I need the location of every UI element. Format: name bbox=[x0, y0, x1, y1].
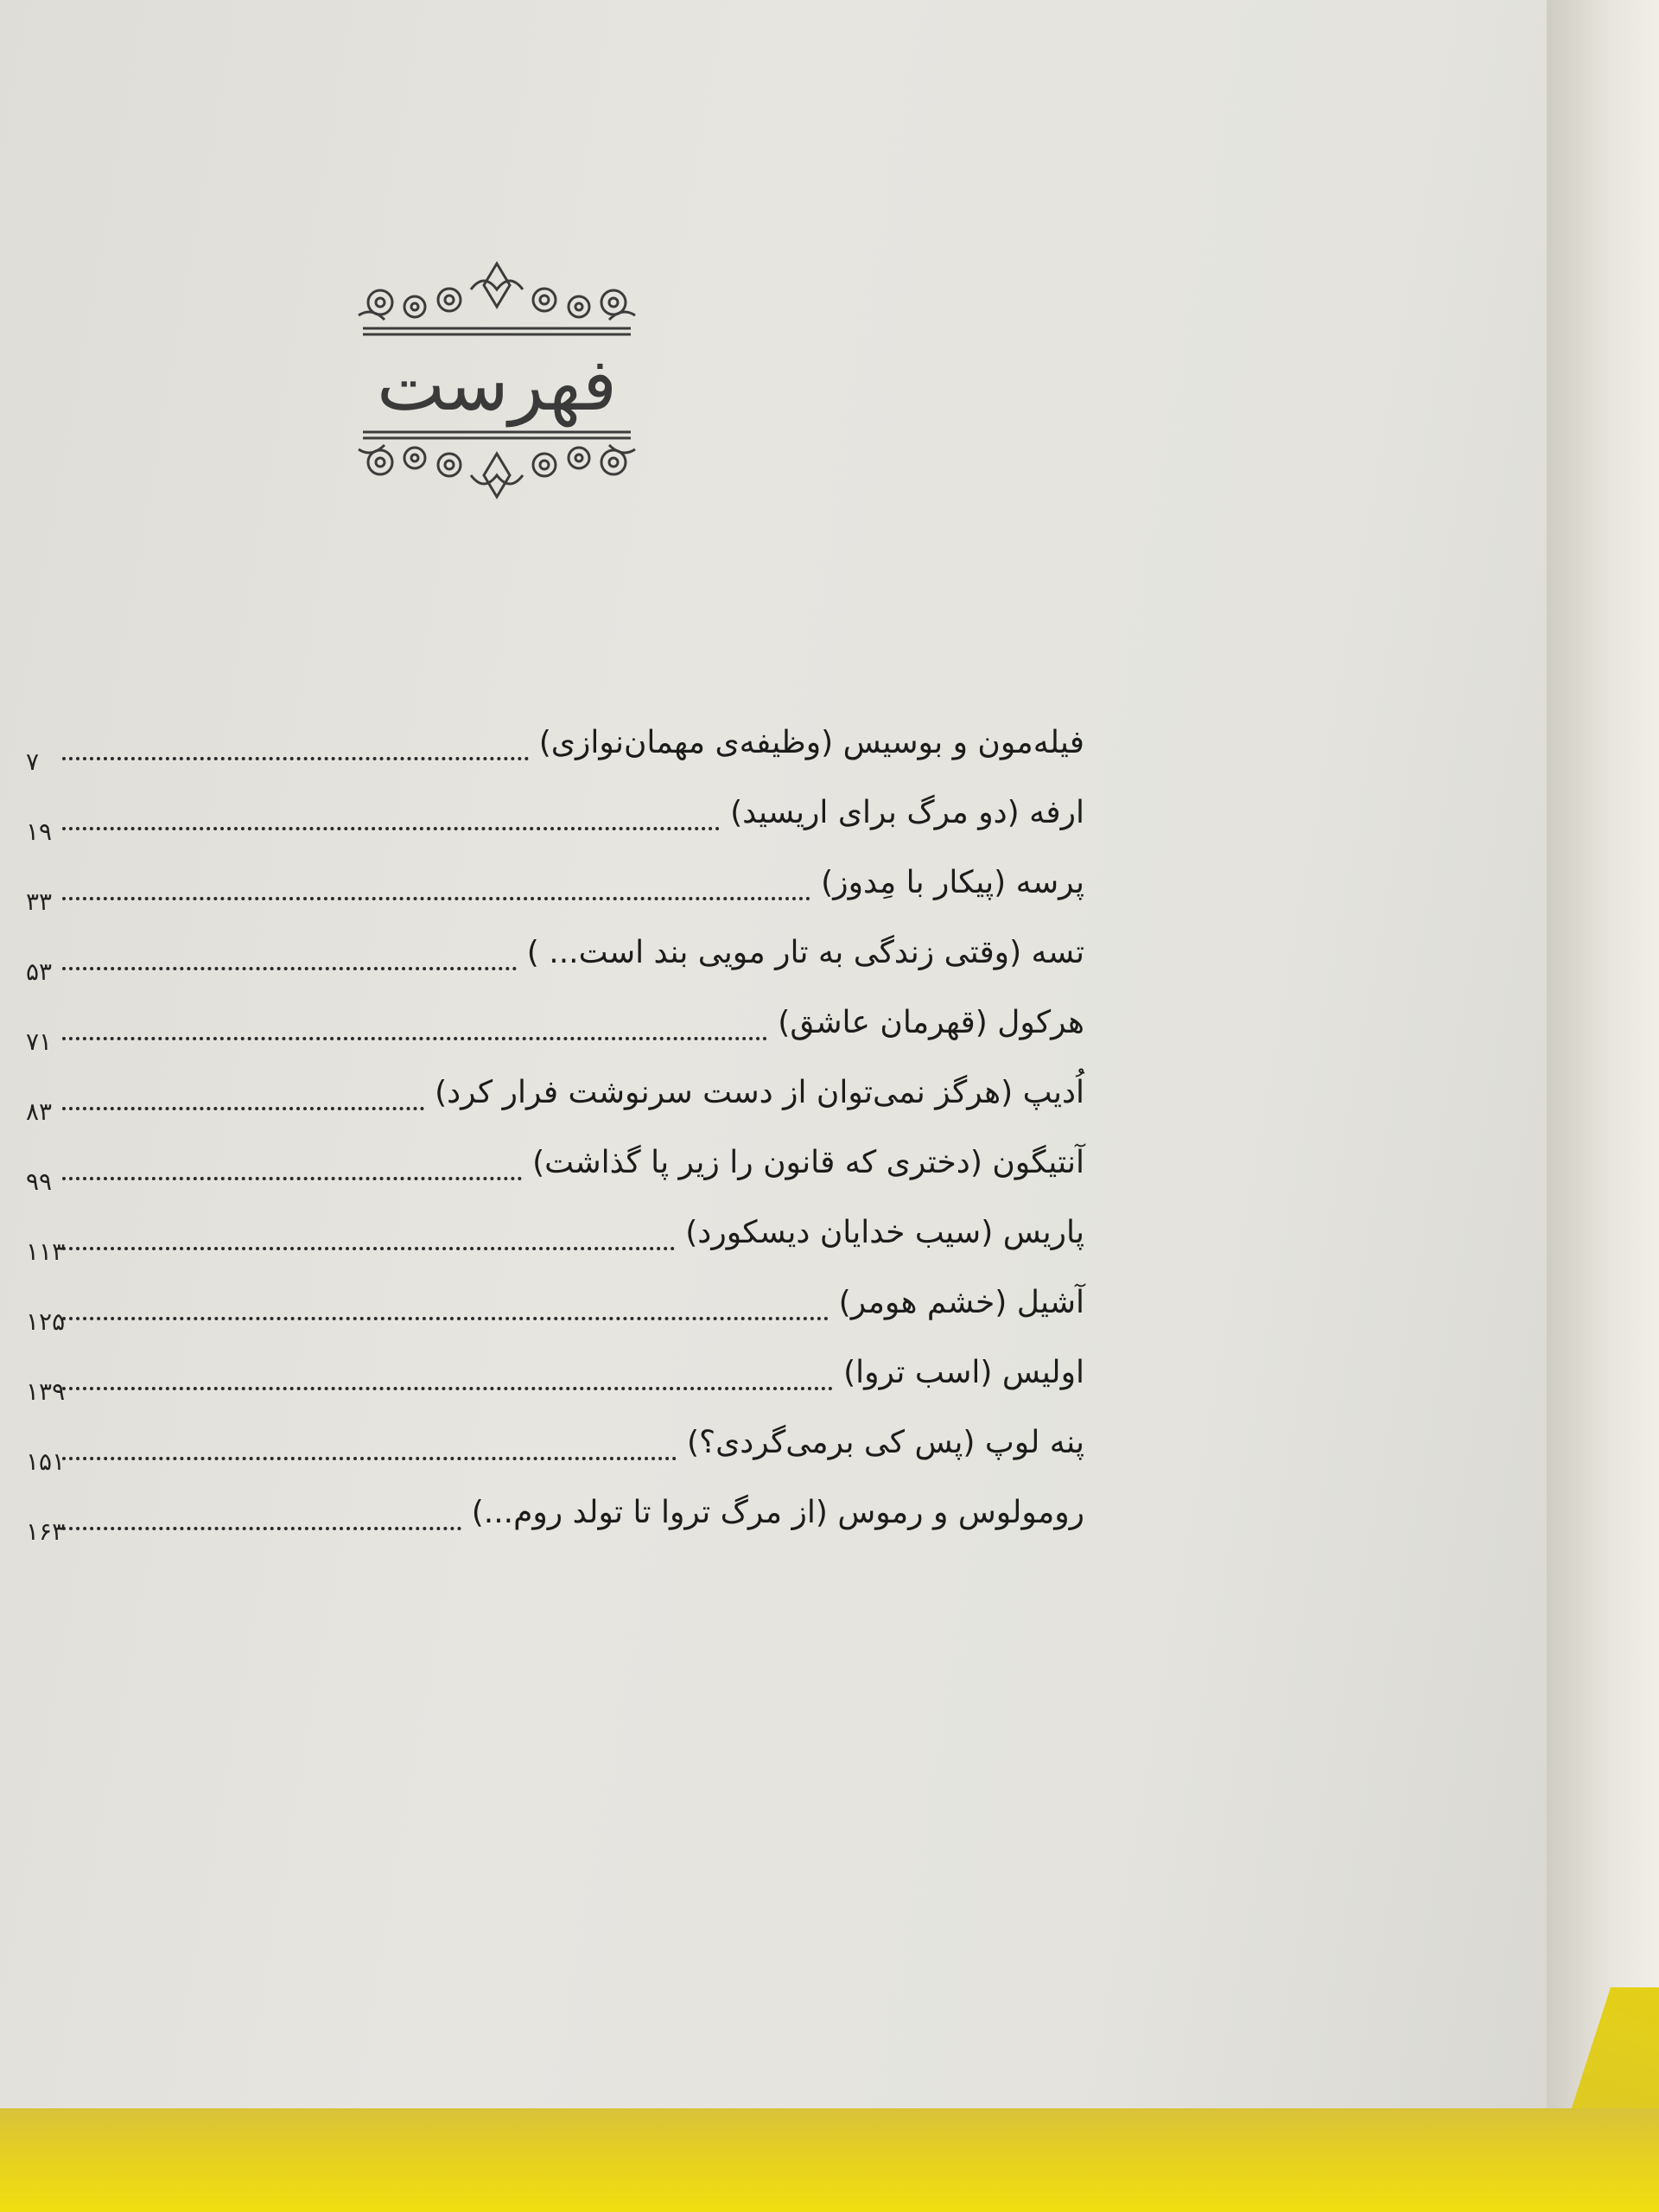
toc-entry-page: ۱۵۱ bbox=[26, 1447, 66, 1476]
toc-entry-title: رومولوس و رموس (از مرگ تروا تا تولد روم...) bbox=[471, 1495, 1084, 1530]
leader-dots bbox=[62, 755, 529, 760]
page-edge bbox=[1547, 0, 1659, 2143]
toc-entry-title: اُدیپ (هرگز نمی‌توان از دست سرنوشت فرار کرد) bbox=[435, 1075, 1084, 1110]
toc-entry-page: ۱۳۹ bbox=[26, 1377, 66, 1406]
toc-entry bbox=[26, 1494, 1084, 1564]
toc-entry-title: هرکول (قهرمان عاشق) bbox=[778, 1005, 1084, 1040]
toc-entry-title: پاریس (سیب خدایان دیسکورد) bbox=[685, 1215, 1084, 1250]
leader-dots bbox=[62, 895, 810, 900]
toc-entry bbox=[26, 934, 1084, 1004]
toc-entry-page: ۷ bbox=[26, 747, 40, 776]
toc-entry bbox=[26, 794, 1084, 864]
toc-entry bbox=[26, 1214, 1084, 1284]
toc-entry-title: اولیس (اسب تروا) bbox=[843, 1355, 1084, 1390]
toc-entry-title: ارفه (دو مرگ برای اریسید) bbox=[730, 795, 1084, 830]
leader-dots bbox=[62, 1245, 675, 1250]
toc-entry-title: پنه لوپ (پس کی برمی‌گردی؟) bbox=[686, 1425, 1084, 1460]
yellow-surface-bottom bbox=[0, 2108, 1659, 2212]
leader-dots bbox=[62, 825, 720, 830]
leader-dots bbox=[62, 1385, 833, 1390]
leader-dots bbox=[62, 1105, 424, 1110]
toc-entry-title: آشیل (خشم هومر) bbox=[838, 1285, 1084, 1320]
leader-dots bbox=[62, 1035, 767, 1040]
toc-entry-page: ۳۳ bbox=[26, 887, 53, 916]
leader-dots bbox=[62, 1455, 677, 1460]
toc-entry bbox=[26, 1074, 1084, 1144]
toc-entry bbox=[26, 724, 1084, 794]
toc-entry bbox=[26, 1354, 1084, 1424]
toc-entry-page: ۱۱۳ bbox=[26, 1237, 66, 1266]
toc-entry-title: فیله‌مون و بوسیس (وظیفه‌ی مهمان‌نوازی) bbox=[538, 725, 1084, 760]
toc-entry-title: پرسه (پیکار با مِدوز) bbox=[821, 865, 1084, 900]
toc-entry-page: ۹۹ bbox=[26, 1167, 53, 1196]
leader-dots bbox=[62, 965, 517, 970]
leader-dots bbox=[62, 1525, 461, 1530]
toc-entry-page: ۵۳ bbox=[26, 957, 53, 986]
toc-entry bbox=[26, 1144, 1084, 1214]
toc-entry-page: ۸۳ bbox=[26, 1097, 53, 1126]
toc-entry bbox=[26, 1284, 1084, 1354]
toc-entry-page: ۷۱ bbox=[26, 1027, 53, 1056]
ornamental-heading bbox=[354, 255, 639, 505]
toc-entry bbox=[26, 1004, 1084, 1074]
leader-dots bbox=[62, 1315, 829, 1320]
table-of-contents bbox=[26, 724, 1084, 1564]
page-title: فهرست bbox=[376, 342, 618, 427]
toc-entry-title: تسه (وقتی زندگی به تار مویی بند است... ) bbox=[526, 935, 1084, 970]
toc-entry-title: آنتیگون (دختری که قانون را زیر پا گذاشت) bbox=[532, 1145, 1084, 1180]
toc-entry-page: ۱۲۵ bbox=[26, 1307, 66, 1336]
toc-entry bbox=[26, 864, 1084, 934]
toc-entry-page: ۱۶۳ bbox=[26, 1517, 66, 1546]
leader-dots bbox=[62, 1175, 522, 1180]
toc-entry-page: ۱۹ bbox=[26, 817, 53, 846]
toc-entry bbox=[26, 1424, 1084, 1494]
